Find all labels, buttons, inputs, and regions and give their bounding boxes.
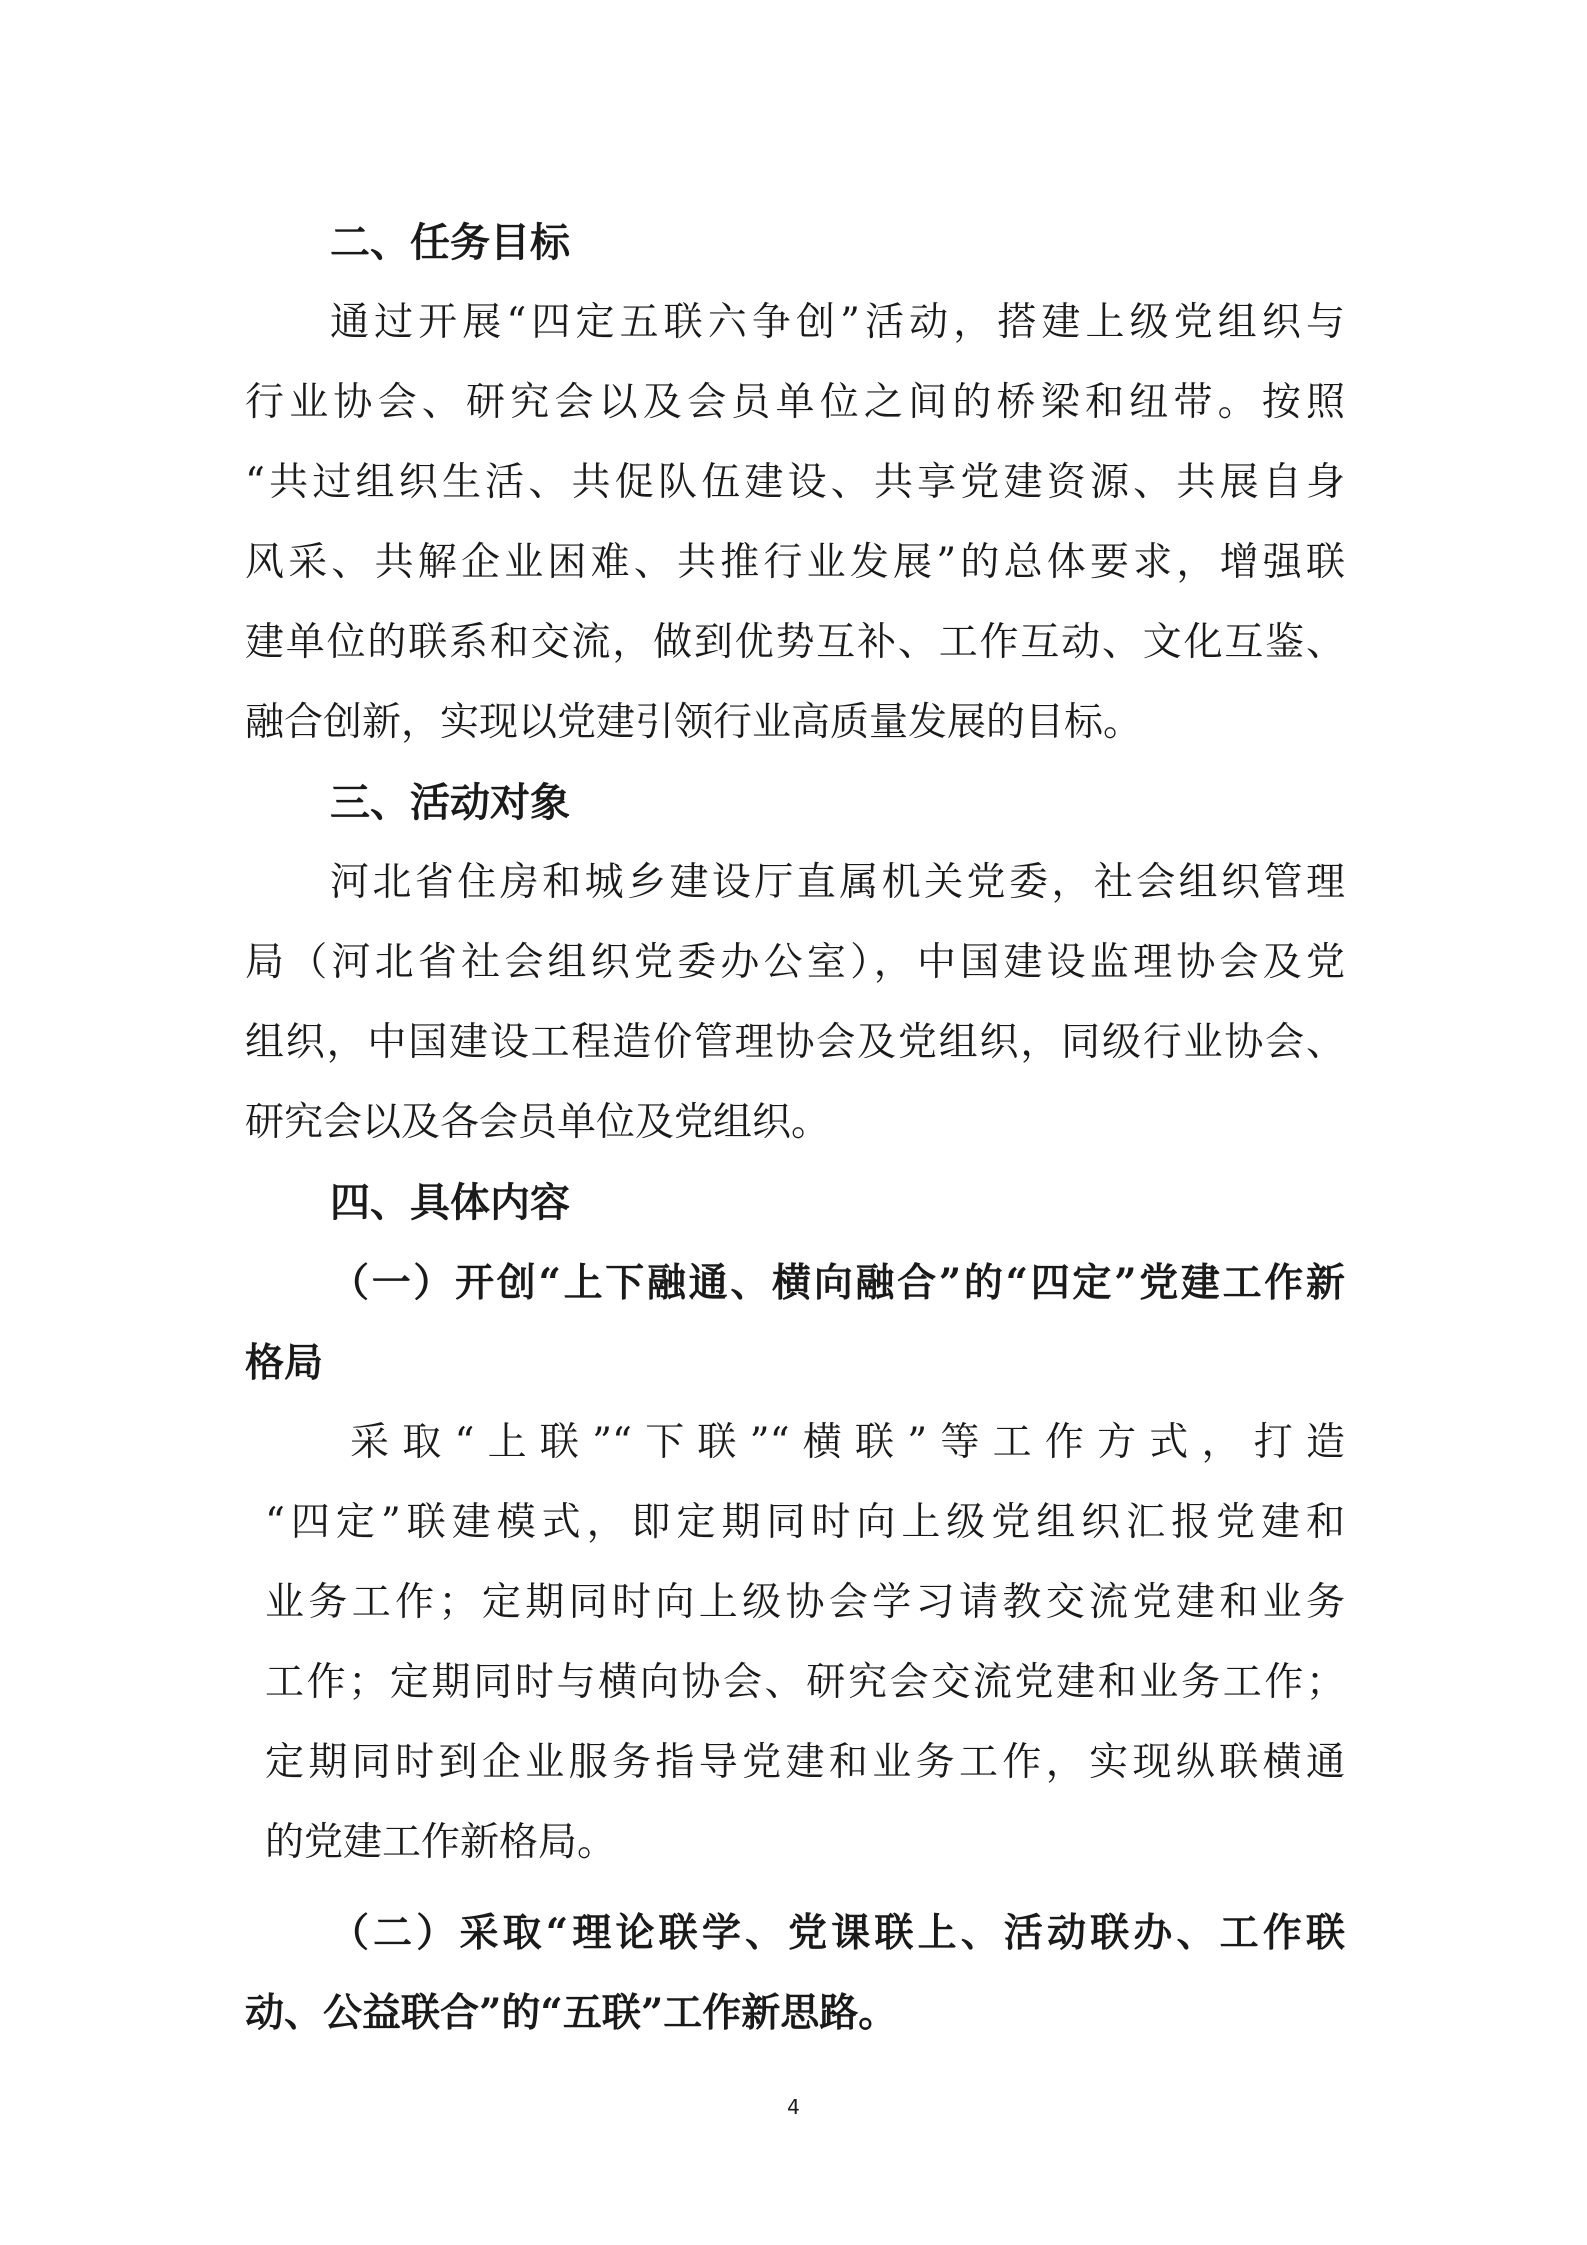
- paragraph-line: 定期同时到企业服务指导党建和业务工作，实现纵联横通: [265, 1740, 1345, 1785]
- paragraph-line: 建单位的联系和交流，做到优势互补、工作互动、文化互鉴、: [245, 620, 1345, 665]
- paragraph-line: 局（河北省社会组织党委办公室），中国建设监理协会及党: [245, 940, 1345, 985]
- paragraph-line: 研究会以及各会员单位及党组织。: [245, 1100, 831, 1145]
- paragraph-line: 通过开展“四定五联六争创”活动，搭建上级党组织与: [330, 300, 1345, 345]
- paragraph-line: 工作；定期同时与横向协会、研究会交流党建和业务工作；: [265, 1660, 1345, 1705]
- section-heading-specific-content: 四、具体内容: [330, 1180, 570, 1226]
- subsection-heading-line: 动、公益联合”的“五联”工作新思路。: [245, 1990, 898, 2036]
- paragraph-line: “四定”联建模式，即定期同时向上级党组织汇报党建和: [265, 1500, 1345, 1545]
- paragraph-line: 采取“上联”“下联”“横联”等工作方式，打造: [350, 1420, 1345, 1465]
- section-heading-activity-targets: 三、活动对象: [330, 780, 570, 826]
- subsection-heading-line: （一）开创“上下融通、横向融合”的“四定”党建工作新: [330, 1260, 1345, 1306]
- section-heading-task-goals: 二、任务目标: [330, 220, 570, 266]
- paragraph-line: 融合创新，实现以党建引领行业高质量发展的目标。: [245, 700, 1143, 745]
- paragraph-line: “共过组织生活、共促队伍建设、共享党建资源、共展自身: [245, 460, 1345, 505]
- paragraph-line: 的党建工作新格局。: [265, 1820, 617, 1865]
- paragraph-line: 河北省住房和城乡建设厅直属机关党委，社会组织管理: [330, 860, 1345, 905]
- paragraph-line: 组织，中国建设工程造价管理协会及党组织，同级行业协会、: [245, 1020, 1345, 1065]
- paragraph-line: 风采、共解企业困难、共推行业发展”的总体要求，增强联: [245, 540, 1345, 585]
- paragraph-line: 行业协会、研究会以及会员单位之间的桥梁和纽带。按照: [245, 380, 1345, 425]
- subsection-heading-line: （二）采取“理论联学、党课联上、活动联办、工作联: [330, 1910, 1345, 1956]
- paragraph-line: 业务工作；定期同时向上级协会学习请教交流党建和业务: [265, 1580, 1345, 1625]
- page-number: 4: [787, 2095, 800, 2119]
- subsection-heading-line: 格局: [245, 1340, 324, 1386]
